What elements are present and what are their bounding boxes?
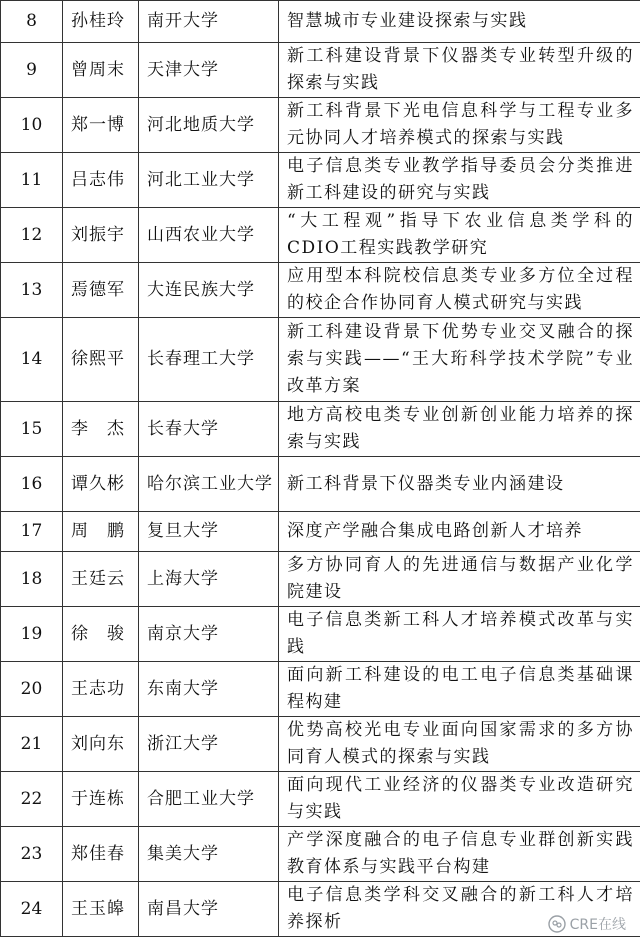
cell-university: 天津大学 <box>139 43 279 98</box>
cell-num: 15 <box>1 402 63 457</box>
table-row <box>1 318 640 402</box>
cell-university: 浙江大学 <box>139 717 279 772</box>
cell-num: 22 <box>1 772 63 827</box>
cell-university: 南昌大学 <box>139 882 279 937</box>
cell-num: 23 <box>1 827 63 882</box>
cell-project: 电子信息类专业教学指导委员会分类推进新工科建设的研究与实践 <box>279 153 640 208</box>
table-body <box>1 1 640 937</box>
cell-university: 长春大学 <box>139 402 279 457</box>
cell-num: 8 <box>1 1 63 43</box>
table-row <box>1 402 640 457</box>
table-row <box>1 457 640 512</box>
cell-university: 复旦大学 <box>139 512 279 552</box>
cell-university: 大连民族大学 <box>139 263 279 318</box>
cell-name: 刘振宇 <box>63 208 139 263</box>
cell-name: 焉德军 <box>63 263 139 318</box>
cell-name: 李 杰 <box>63 402 139 457</box>
cell-university: 河北工业大学 <box>139 153 279 208</box>
table-row <box>1 43 640 98</box>
cell-project: 面向新工科建设的电工电子信息类基础课程构建 <box>279 662 640 717</box>
cell-project: 新工科背景下光电信息科学与工程专业多元协同人才培养模式的探索与实践 <box>279 98 640 153</box>
cell-num: 17 <box>1 512 63 552</box>
cell-name: 徐 骏 <box>63 607 139 662</box>
cell-project: 地方高校电类专业创新创业能力培养的探索与实践 <box>279 402 640 457</box>
wechat-logo-icon <box>548 915 566 933</box>
watermark <box>548 914 626 934</box>
cell-university: 集美大学 <box>139 827 279 882</box>
cell-num: 13 <box>1 263 63 318</box>
cell-num: 20 <box>1 662 63 717</box>
table-row <box>1 263 640 318</box>
cell-num: 10 <box>1 98 63 153</box>
cell-university: 河北地质大学 <box>139 98 279 153</box>
cell-project: 智慧城市专业建设探索与实践 <box>279 1 640 43</box>
cell-name: 郑一博 <box>63 98 139 153</box>
cell-num: 9 <box>1 43 63 98</box>
cell-university: 合肥工业大学 <box>139 772 279 827</box>
cell-university: 东南大学 <box>139 662 279 717</box>
cell-project: 新工科建设背景下仪器类专业转型升级的探索与实践 <box>279 43 640 98</box>
cell-project: 电子信息类学科交叉融合的新工科人才培养探析 <box>279 882 640 937</box>
cell-name: 孙桂玲 <box>63 1 139 43</box>
table-row <box>1 1 640 43</box>
cell-num: 21 <box>1 717 63 772</box>
cell-project: 深度产学融合集成电路创新人才培养 <box>279 512 640 552</box>
cell-university: 长春理工大学 <box>139 318 279 402</box>
cell-name: 周 鹏 <box>63 512 139 552</box>
table-row <box>1 153 640 208</box>
cell-university: 山西农业大学 <box>139 208 279 263</box>
table-row <box>1 882 640 937</box>
cell-project: 面向现代工业经济的仪器类专业改造研究与实践 <box>279 772 640 827</box>
cell-name: 于连栋 <box>63 772 139 827</box>
table-row <box>1 512 640 552</box>
cell-project: 应用型本科院校信息类专业多方位全过程的校企合作协同育人模式研究与实践 <box>279 263 640 318</box>
cell-num: 11 <box>1 153 63 208</box>
cell-project: 新工科建设背景下优势专业交叉融合的探索与实践——“王大珩科学技术学院”专业改革方案 <box>279 318 640 402</box>
cell-project: “大工程观”指导下农业信息类学科的CDIO工程实践教学研究 <box>279 208 640 263</box>
cell-name: 曾周末 <box>63 43 139 98</box>
cell-university: 南京大学 <box>139 607 279 662</box>
table-row <box>1 208 640 263</box>
cell-name: 王志功 <box>63 662 139 717</box>
cell-name: 王廷云 <box>63 552 139 607</box>
cell-name: 郑佳春 <box>63 827 139 882</box>
cell-university: 南开大学 <box>139 1 279 43</box>
table-row <box>1 552 640 607</box>
cell-num: 14 <box>1 318 63 402</box>
table-row <box>1 98 640 153</box>
cell-name: 徐熙平 <box>63 318 139 402</box>
cell-project: 电子信息类新工科人才培养模式改革与实践 <box>279 607 640 662</box>
cell-university: 上海大学 <box>139 552 279 607</box>
cell-project: 新工科背景下仪器类专业内涵建设 <box>279 457 640 512</box>
cell-num: 12 <box>1 208 63 263</box>
cell-university: 哈尔滨工业大学 <box>139 457 279 512</box>
table-row <box>1 772 640 827</box>
cell-num: 24 <box>1 882 63 937</box>
cell-num: 18 <box>1 552 63 607</box>
cell-num: 16 <box>1 457 63 512</box>
cell-name: 谭久彬 <box>63 457 139 512</box>
cell-name: 刘向东 <box>63 717 139 772</box>
table-row <box>1 717 640 772</box>
watermark-text: CRE在线 <box>569 917 626 933</box>
cell-num: 19 <box>1 607 63 662</box>
cell-name: 王玉皞 <box>63 882 139 937</box>
cell-name: 吕志伟 <box>63 153 139 208</box>
table-row <box>1 827 640 882</box>
cell-project: 多方协同育人的先进通信与数据产业化学院建设 <box>279 552 640 607</box>
cell-project: 产学深度融合的电子信息专业群创新实践教育体系与实践平台构建 <box>279 827 640 882</box>
cell-project: 优势高校光电专业面向国家需求的多方协同育人模式的探索与实践 <box>279 717 640 772</box>
table-row <box>1 662 640 717</box>
table-row <box>1 607 640 662</box>
